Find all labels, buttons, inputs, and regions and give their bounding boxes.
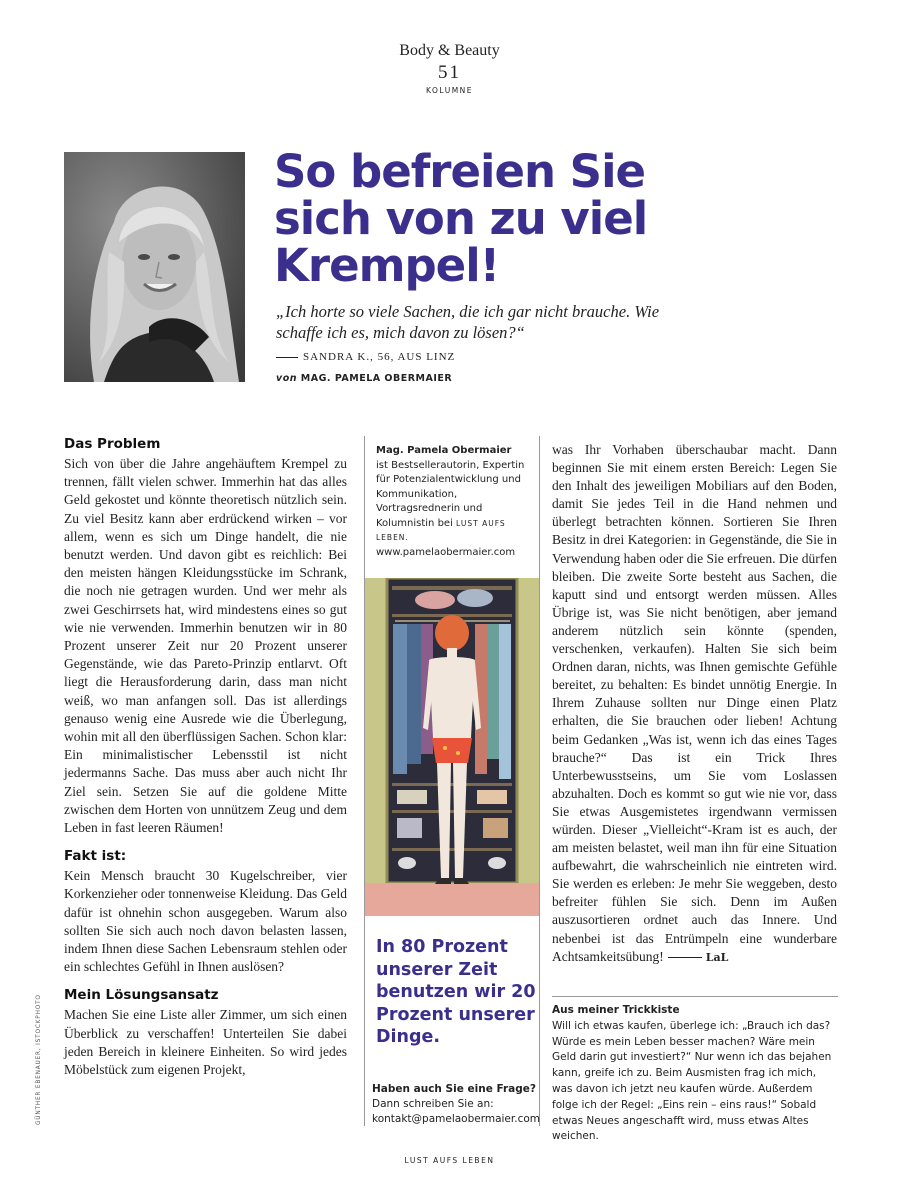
page-number: 51	[438, 62, 461, 83]
bio-description: ist Bestsellerautorin, Expertin für Potenzialentwicklung und Kommunikation, Vortragsrednerin und Kolumnistin bei	[376, 459, 525, 529]
trick-text: Will ich etwas kaufen, überlege ich: „Brauch ich das? Würde es mein Leben besser machen? Wäre mein Geld darin gut investiert?“ Nur wenn ich das bejahen kann, greife ich zu. Beim Ausmisten frag ich mich, was davon ich jetzt neu kaufen würde. Außerdem folge ich der Regel: „Eins rein – eins raus!“ Sobald etwas Neues angeschafft wird, muss etwas Altes weichen.	[552, 1019, 832, 1143]
trick-divider	[552, 996, 838, 997]
quote-attribution	[276, 351, 455, 363]
column-label: KOLUMNE	[425, 86, 474, 95]
fact-text: Kein Mensch braucht 30 Kugelschreiber, vier Korkenzieher oder tonnenweise Kleidung. Das Geld dafür ist ohnehin schon ausgegeben. Warum also sollten Sie sich auch noch davon belasten lassen, indem Ihnen diese Sachen Lebensraum stehlen oder ein schlechtes Gefühl in Ihnen auslösen?	[64, 868, 347, 975]
left-column	[64, 436, 347, 1079]
pull-quote: In 80 Prozent unserer Zeit benutzen wir 20 Prozent unserer Dinge.	[376, 937, 536, 1047]
middle-column	[364, 436, 539, 560]
attribution-dash	[276, 357, 298, 358]
trick-box	[552, 1003, 838, 1145]
solution-text: Machen Sie eine Liste aller Zimmer, um sich einen Überblick zu verschaffen! Unterteilen Sie dabei jeden Bereich in kleinere Einheiten. So wird jedes Möbelstück zum eigenen Projekt,	[64, 1007, 347, 1078]
bio-website[interactable]: www.pamelaobermaier.com	[376, 546, 516, 558]
author-bio	[364, 436, 539, 560]
wardrobe-illustration	[365, 578, 539, 916]
signoff-dash	[668, 957, 702, 958]
question-line: Dann schreiben Sie an:	[372, 1098, 494, 1110]
byline-prefix: von	[276, 373, 297, 384]
continued-body: was Ihr Vorhaben überschaubar macht. Dann beginnen Sie mit einem ersten Bereich: Legen Sie den Inhalt des jeweiligen Mobiliars auf den Boden, damit Sie jedes Teil in die Hand nehmen und überlegt betrachten können. Sortieren Sie Ihren Besitz in drei Kategorien: in Gegenstände, die Sie in Verwendung haben oder die Sie erfreuen. Die dürfen bleiben. Die zweite Sorte besteht aus Sachen, die kaputt sind und entsorgt werden müssen. Alles Übrige ist, was Sie nicht benötigen, aber jemand anderem nützlich sein könnte (spenden, verschenken, verkaufen). Halten Sie sich beim Ordnen daran, nichts, was Ihnen gemischte Gefühle bereitet, zu behalten: Es bindet unnötig Energie. In Ihrem Zuhause sollten nur Dinge einen Platz erhalten, die Sie brauchen oder lieben! Achtung beim Gedanken „Was ist, wenn ich das eines Tages brauche?“ Das ist ein Trick Ihres Unterbewusstseins, um Sie vom Loslassen abzuhalten. Doch es kommt so gut wie nie vor, dass Sie etwas Ausgemistetes irgendwann vermissen würden. Dieser „Vielleicht“-Kram ist es auch, der am meisten belastet, weil man ihn für eine Situation aufbewahrt, die wahrscheinlich nie eintreten wird. Sie werden es erleben: Je mehr Sie weggeben, desto befreiter fühlen Sie sich. Denn im Außen auszusortieren ordnet auch das Innere. Und nebenbei ist das Entrümpeln eine wunderbare Achtsamkeitsübung!	[552, 442, 837, 964]
author-portrait	[64, 152, 245, 382]
column-divider-right	[539, 436, 540, 1126]
page-footer: LUST AUFS LEBEN	[404, 1156, 495, 1165]
bio-magazine: LUST AUFS LEBEN.	[376, 518, 506, 542]
attribution-text: SANDRA K., 56, AUS LINZ	[303, 351, 456, 363]
trick-title: Aus meiner Trickkiste	[552, 1004, 680, 1016]
wardrobe-drawing	[365, 578, 539, 916]
question-box	[372, 1082, 541, 1127]
photo-credit: GÜNTHER EBENAUER, ISTOCKPHOTO	[36, 994, 42, 1125]
reader-quote: „Ich horte so viele Sachen, die ich gar nicht brauche. Wie schaffe ich es, mich davon zu lösen?“	[276, 302, 660, 342]
byline-author: MAG. PAMELA OBERMAIER	[300, 373, 453, 384]
problem-text: Sich von über die Jahre angehäuftem Krempel zu trennen, fällt vielen schwer. Immerhin hat das alles Geld gekostet und könnte theoretisch nützlich sein. Zu viel Besitz kann aber erdrückend wirken – vor allem, wenn es sich um Dinge handelt, die nie benutzt werden. Und davon gibt es reichlich: Bei den meisten hängen Kleidungsstücke im Schrank, die noch nie getragen wurden. Und wer mehr als zwei Geschirrsets hat, wird mindestens eines so gut wie nie verwenden. Immerhin benutzen wir in 80 Prozent unserer Zeit nur 20 Prozent unserer Gegenstände, wie das Pareto-Prinzip entlarvt. Oft liegt die Herausforderung darin, dass man nicht weiß, wo man anfangen soll. Das ist allerdings genauso wenig eine Ausrede wie die Überlegung, wohin mit all den überflüssigen Sachen. Schon klar: Ein minimalistischer Lebensstil ist nicht jedermanns Sache. Das muss aber auch nicht Ihr Ziel sein. Setzen Sie auf die goldene Mitte zwischen dem Horten von unnützem Zeug und dem Leben in fast leeren Räumen!	[64, 456, 347, 836]
section-name: Body & Beauty	[399, 42, 500, 59]
author-byline	[276, 373, 452, 384]
bio-name: Mag. Pamela Obermaier	[376, 445, 512, 456]
portrait-image	[64, 152, 245, 382]
question-email[interactable]: kontakt@pamelaobermaier.com	[372, 1113, 541, 1125]
signoff-mark: LaL	[705, 950, 729, 964]
problem-heading: Das Problem	[64, 436, 161, 452]
solution-heading: Mein Lösungsansatz	[64, 987, 219, 1004]
fact-heading: Fakt ist:	[64, 848, 127, 865]
bio-text	[376, 459, 531, 546]
right-column	[552, 441, 837, 967]
continued-text	[552, 441, 837, 967]
page-header	[0, 42, 899, 95]
question-title: Haben auch Sie eine Frage?	[372, 1083, 536, 1095]
article-headline: So befreien Sie sich von zu viel Krempel!	[274, 145, 648, 292]
